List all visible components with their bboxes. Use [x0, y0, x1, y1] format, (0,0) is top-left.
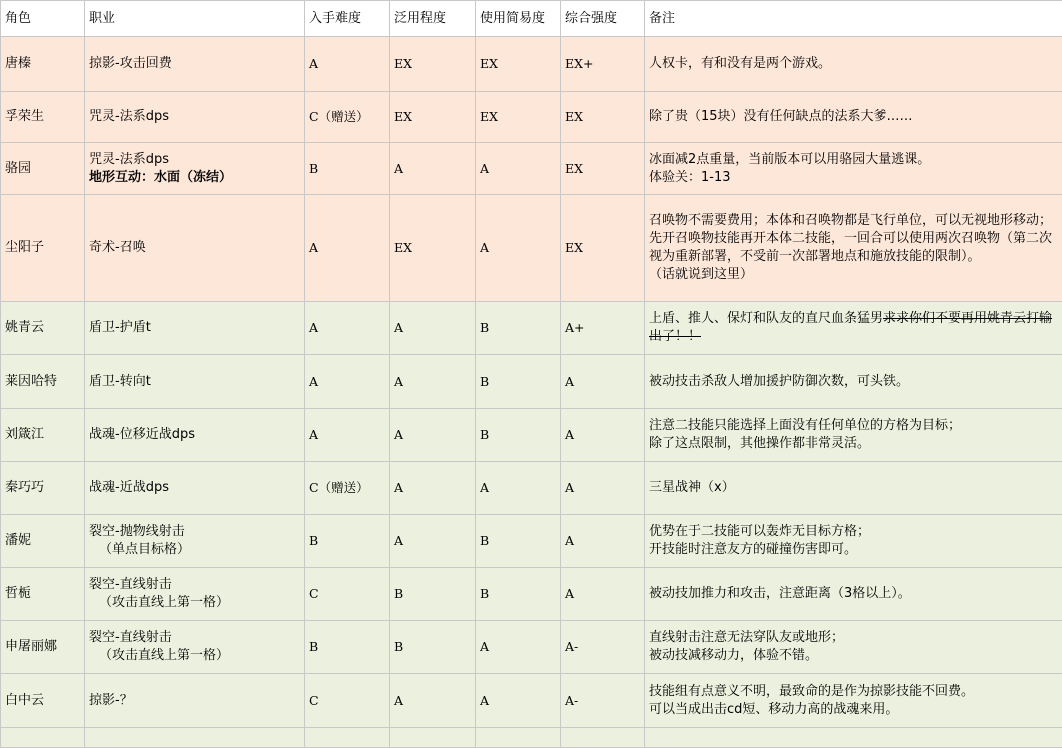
- header-cell-job[interactable]: 职业: [85, 1, 305, 37]
- note-line: 冰面减2点重量，当前版本可以用骆园大量逃课。: [649, 151, 1060, 169]
- note-line: 召唤物不需要费用；本体和召唤物都是飞行单位，可以无视地形移动；先开召唤物技能再开本体二技能，一回合可以使用两次召唤物（第二次视为重新部署，不受前一次部署地点和施放技能的限制）。: [649, 212, 1060, 266]
- cell-ease[interactable]: A: [476, 195, 561, 302]
- cell-ease[interactable]: A: [476, 462, 561, 515]
- cell-job[interactable]: [85, 462, 305, 515]
- cell-notes[interactable]: [645, 462, 1062, 515]
- cell-empty[interactable]: [390, 728, 476, 748]
- cell-name[interactable]: 潘妮: [1, 515, 85, 568]
- note-text: 上盾、推人、保灯和队友的直尺血条猛男: [649, 311, 883, 326]
- cell-job[interactable]: [85, 674, 305, 728]
- cell-versatility[interactable]: A: [390, 674, 476, 728]
- cell-notes[interactable]: [645, 37, 1062, 92]
- note-line: 被动技击杀敌人增加援护防御次数，可头铁。: [649, 373, 1060, 391]
- cell-versatility[interactable]: A: [390, 302, 476, 355]
- cell-job[interactable]: [85, 355, 305, 409]
- cell-versatility[interactable]: A: [390, 143, 476, 195]
- table-row: [1, 515, 1062, 568]
- note-line: 人权卡，有和没有是两个游戏。: [649, 55, 1060, 73]
- note-line: （话就说到这里）: [649, 266, 1060, 284]
- cell-strength[interactable]: EX: [561, 92, 645, 143]
- cell-ease[interactable]: A: [476, 621, 561, 674]
- cell-difficulty[interactable]: C: [305, 568, 390, 621]
- table-row: [1, 92, 1062, 143]
- note-line: 注意二技能只能选择上面没有任何单位的方格为目标；: [649, 417, 1060, 435]
- cell-job[interactable]: [85, 409, 305, 462]
- table-row: [1, 462, 1062, 515]
- cell-strength[interactable]: A: [561, 355, 645, 409]
- cell-ease[interactable]: B: [476, 409, 561, 462]
- cell-job[interactable]: [85, 92, 305, 143]
- cell-ease[interactable]: A: [476, 674, 561, 728]
- cell-empty[interactable]: [476, 728, 561, 748]
- cell-strength[interactable]: A: [561, 462, 645, 515]
- cell-strength[interactable]: A: [561, 568, 645, 621]
- cell-notes[interactable]: [645, 302, 1062, 355]
- job-line: 裂空-直线射击: [89, 629, 300, 647]
- terrain-note: 地形互动：水面（冻结）: [89, 169, 300, 187]
- cell-notes[interactable]: [645, 195, 1062, 302]
- cell-empty[interactable]: [85, 728, 305, 748]
- header-cell-notes[interactable]: 备注: [645, 1, 1062, 37]
- cell-strength[interactable]: A-: [561, 621, 645, 674]
- cell-name[interactable]: 申屠丽娜: [1, 621, 85, 674]
- cell-versatility[interactable]: EX: [390, 37, 476, 92]
- cell-notes[interactable]: [645, 621, 1062, 674]
- cell-strength[interactable]: A: [561, 409, 645, 462]
- header-cell-ease[interactable]: 使用简易度: [476, 1, 561, 37]
- note-line: 优势在于二技能可以轰炸无目标方格；: [649, 523, 1060, 541]
- cell-versatility[interactable]: EX: [390, 92, 476, 143]
- job-line: 咒灵-法系dps: [89, 151, 300, 169]
- header-cell-strength[interactable]: 综合强度: [561, 1, 645, 37]
- table-row: [1, 355, 1062, 409]
- job-line: 掠影-攻击回费: [89, 55, 300, 73]
- cell-difficulty[interactable]: C（赠送）: [305, 92, 390, 143]
- cell-ease[interactable]: B: [476, 568, 561, 621]
- cell-job[interactable]: [85, 515, 305, 568]
- cell-job[interactable]: [85, 37, 305, 92]
- cell-ease[interactable]: B: [476, 355, 561, 409]
- note-line: 技能组有点意义不明，最致命的是作为掠影技能不回费。: [649, 683, 1060, 701]
- cell-name[interactable]: 白中云: [1, 674, 85, 728]
- cell-strength[interactable]: EX: [561, 143, 645, 195]
- cell-versatility[interactable]: B: [390, 568, 476, 621]
- note-line: 开技能时注意友方的碰撞伤害即可。: [649, 541, 1060, 559]
- note-line: 可以当成出击cd短、移动力高的战魂来用。: [649, 701, 1060, 719]
- cell-empty[interactable]: [645, 728, 1062, 748]
- cell-difficulty[interactable]: B: [305, 515, 390, 568]
- note-line: 被动技减移动力，体验不错。: [649, 647, 1060, 665]
- table-row: [1, 409, 1062, 462]
- cell-job[interactable]: [85, 621, 305, 674]
- cell-ease[interactable]: EX: [476, 37, 561, 92]
- table-row: [1, 37, 1062, 92]
- job-subline: （攻击直线上第一格）: [89, 594, 300, 612]
- header-cell-role[interactable]: 角色: [1, 1, 85, 37]
- cell-versatility[interactable]: A: [390, 409, 476, 462]
- job-line: 战魂-位移近战dps: [89, 426, 300, 444]
- note-line: 体验关：1-13: [649, 169, 1060, 187]
- cell-ease[interactable]: EX: [476, 92, 561, 143]
- cell-difficulty[interactable]: A: [305, 37, 390, 92]
- cell-ease[interactable]: B: [476, 515, 561, 568]
- cell-name[interactable]: 哲栀: [1, 568, 85, 621]
- note-line: 直线射击注意无法穿队友或地形；: [649, 629, 1060, 647]
- table-row: [1, 621, 1062, 674]
- job-line: 盾卫-护盾t: [89, 319, 300, 337]
- job-line: 裂空-抛物线射击: [89, 523, 300, 541]
- cell-name[interactable]: 骆园: [1, 143, 85, 195]
- cell-notes[interactable]: [645, 515, 1062, 568]
- cell-strength[interactable]: A+: [561, 302, 645, 355]
- cell-difficulty[interactable]: B: [305, 621, 390, 674]
- cell-versatility[interactable]: A: [390, 355, 476, 409]
- job-line: 盾卫-转向t: [89, 373, 300, 391]
- cell-job[interactable]: [85, 195, 305, 302]
- table-row: [1, 568, 1062, 621]
- cell-name[interactable]: 唐榛: [1, 37, 85, 92]
- cell-strength[interactable]: A-: [561, 674, 645, 728]
- header-cell-versatility[interactable]: 泛用程度: [390, 1, 476, 37]
- note-line: 被动技加推力和攻击，注意距离（3格以上）。: [649, 585, 1060, 603]
- cell-difficulty[interactable]: A: [305, 409, 390, 462]
- header-row: [1, 1, 1062, 37]
- table-row: [1, 302, 1062, 355]
- cell-difficulty[interactable]: B: [305, 143, 390, 195]
- cell-empty[interactable]: [1, 728, 85, 748]
- cell-versatility[interactable]: A: [390, 462, 476, 515]
- cell-difficulty[interactable]: C: [305, 674, 390, 728]
- cell-empty[interactable]: [561, 728, 645, 748]
- job-subline: （单点目标格）: [89, 541, 300, 559]
- cell-job[interactable]: [85, 143, 305, 195]
- table-row: [1, 195, 1062, 302]
- cell-difficulty[interactable]: A: [305, 355, 390, 409]
- cell-notes[interactable]: [645, 409, 1062, 462]
- cell-strength[interactable]: A: [561, 515, 645, 568]
- cell-strength[interactable]: EX+: [561, 37, 645, 92]
- cell-difficulty[interactable]: A: [305, 195, 390, 302]
- cell-name[interactable]: 莱因哈特: [1, 355, 85, 409]
- note-line: 除了贵（15块）没有任何缺点的法系大爹……: [649, 108, 1060, 126]
- job-line: 奇术-召唤: [89, 239, 300, 257]
- table-row: [1, 728, 1062, 748]
- cell-notes[interactable]: [645, 674, 1062, 728]
- job-line: 咒灵-法系dps: [89, 108, 300, 126]
- cell-notes[interactable]: [645, 143, 1062, 195]
- cell-difficulty[interactable]: A: [305, 302, 390, 355]
- cell-notes[interactable]: [645, 92, 1062, 143]
- cell-notes[interactable]: [645, 355, 1062, 409]
- note-line: 三星战神（x）: [649, 479, 1060, 497]
- cell-name[interactable]: 秦巧巧: [1, 462, 85, 515]
- note-line: 除了这点限制，其他操作都非常灵活。: [649, 435, 1060, 453]
- cell-ease[interactable]: A: [476, 143, 561, 195]
- cell-name[interactable]: 姚青云: [1, 302, 85, 355]
- cell-versatility[interactable]: EX: [390, 195, 476, 302]
- job-line: 战魂-近战dps: [89, 479, 300, 497]
- table-row: [1, 674, 1062, 728]
- cell-name[interactable]: 刘箴江: [1, 409, 85, 462]
- table-row: [1, 143, 1062, 195]
- cell-strength[interactable]: EX: [561, 195, 645, 302]
- job-line: 掠影-？: [89, 692, 300, 710]
- job-line: 裂空-直线射击: [89, 576, 300, 594]
- cell-name[interactable]: 孚荣生: [1, 92, 85, 143]
- cell-notes[interactable]: [645, 568, 1062, 621]
- header-cell-difficulty[interactable]: 入手难度: [305, 1, 390, 37]
- job-subline: （攻击直线上第一格）: [89, 647, 300, 665]
- cell-name[interactable]: 尘阳子: [1, 195, 85, 302]
- cell-job[interactable]: [85, 568, 305, 621]
- cell-difficulty[interactable]: C（赠送）: [305, 462, 390, 515]
- cell-versatility[interactable]: A: [390, 515, 476, 568]
- strikethrough-note: 求求你们不要再用姚青云打输出了！！: [649, 311, 1052, 344]
- cell-empty[interactable]: [305, 728, 390, 748]
- cell-ease[interactable]: B: [476, 302, 561, 355]
- cell-job[interactable]: [85, 302, 305, 355]
- cell-versatility[interactable]: B: [390, 621, 476, 674]
